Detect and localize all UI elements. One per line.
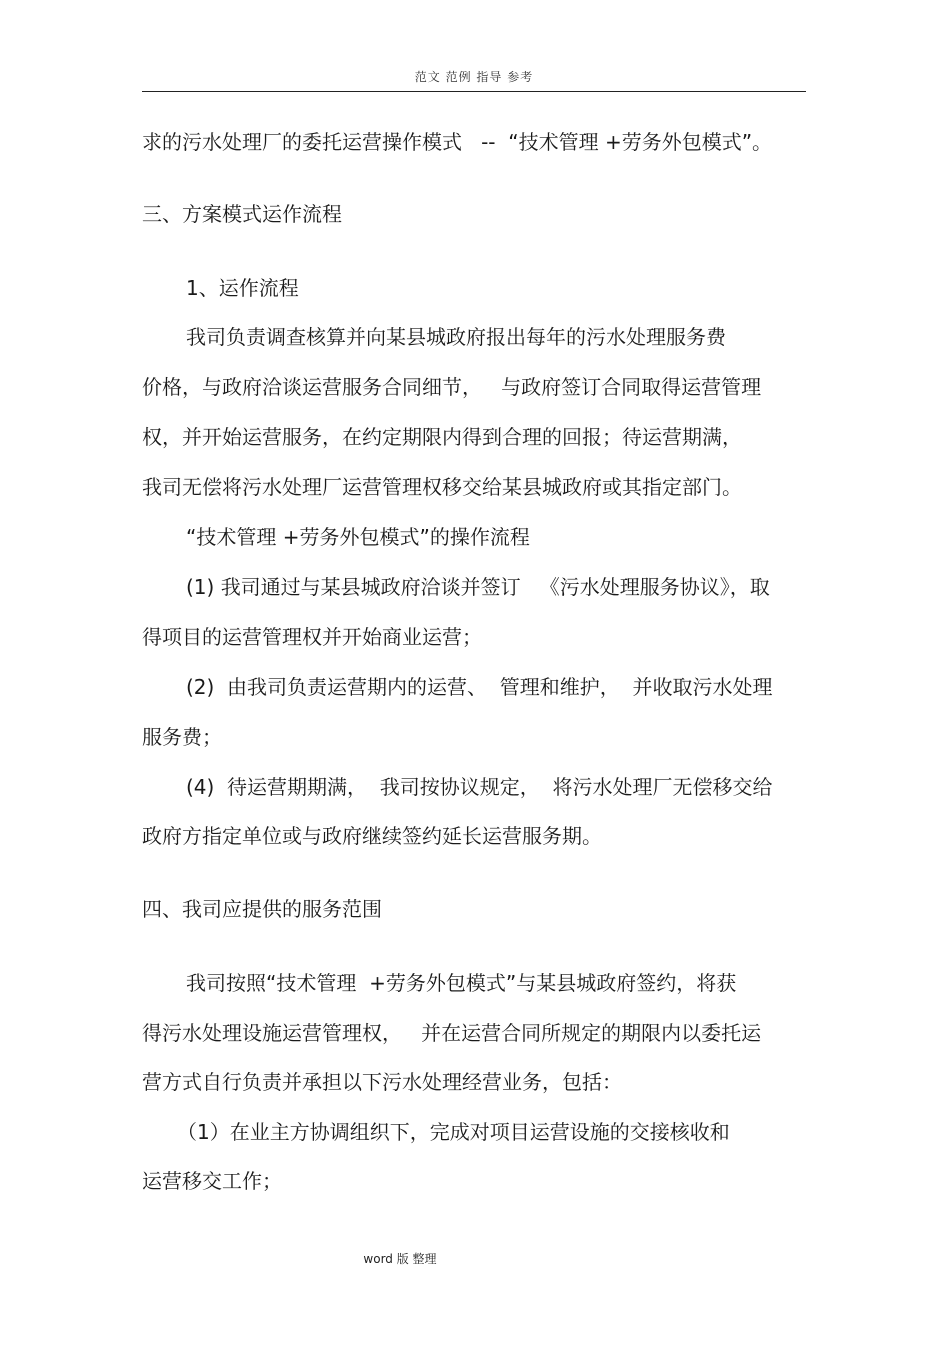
text-line: （1）在业主方协调组织下，完成对项目运营设施的交接核收和 [177, 1120, 730, 1144]
text-line: 服务费； [142, 725, 222, 749]
text-line: 求的污水处理厂的委托运营操作模式 -- “技术管理 +劳务外包模式”。 [142, 130, 773, 154]
text-line: 我司负责调查核算并向某县城政府报出每年的污水处理服务费 [186, 325, 726, 349]
section-heading-4: 四、我司应提供的服务范围 [142, 897, 382, 921]
text-line: 运营移交工作； [142, 1169, 282, 1193]
text-line: 权，并开始运营服务，在约定期限内得到合理的回报；待运营期满， [142, 425, 742, 449]
page-header: 范文 范例 指导 参考 [414, 70, 534, 84]
subsection-heading: 1、运作流程 [186, 276, 299, 300]
text-line: 营方式自行负责并承担以下污水处理经营业务，包括： [142, 1070, 622, 1094]
text-line: 价格，与政府洽谈运营服务合同细节， 与政府签订合同取得运营管理 [142, 375, 762, 399]
text-line: 政府方指定单位或与政府继续签约延长运营服务期。 [142, 824, 602, 848]
section-heading-3: 三、方案模式运作流程 [142, 202, 342, 226]
text-line: (1) 我司通过与某县城政府洽谈并签订 《污水处理服务协议》，取 [186, 575, 770, 599]
text-line: 得污水处理设施运营管理权， 并在运营合同所规定的期限内以委托运 [142, 1021, 762, 1045]
text-line: 我司无偿将污水处理厂运营管理权移交给某县城政府或其指定部门。 [142, 475, 742, 499]
text-line: 得项目的运营管理权并开始商业运营； [142, 625, 482, 649]
text-line: 我司按照“技术管理 +劳务外包模式”与某县城政府签约，将获 [186, 971, 737, 995]
text-line: (4) 待运营期期满， 我司按协议规定， 将污水处理厂无偿移交给 [186, 775, 773, 799]
text-line: (2) 由我司负责运营期内的运营、 管理和维护， 并收取污水处理 [186, 675, 773, 699]
page-footer: word 版 整理 [363, 1252, 437, 1266]
text-line: “技术管理 +劳务外包模式”的操作流程 [186, 525, 530, 549]
header-divider [142, 91, 806, 92]
